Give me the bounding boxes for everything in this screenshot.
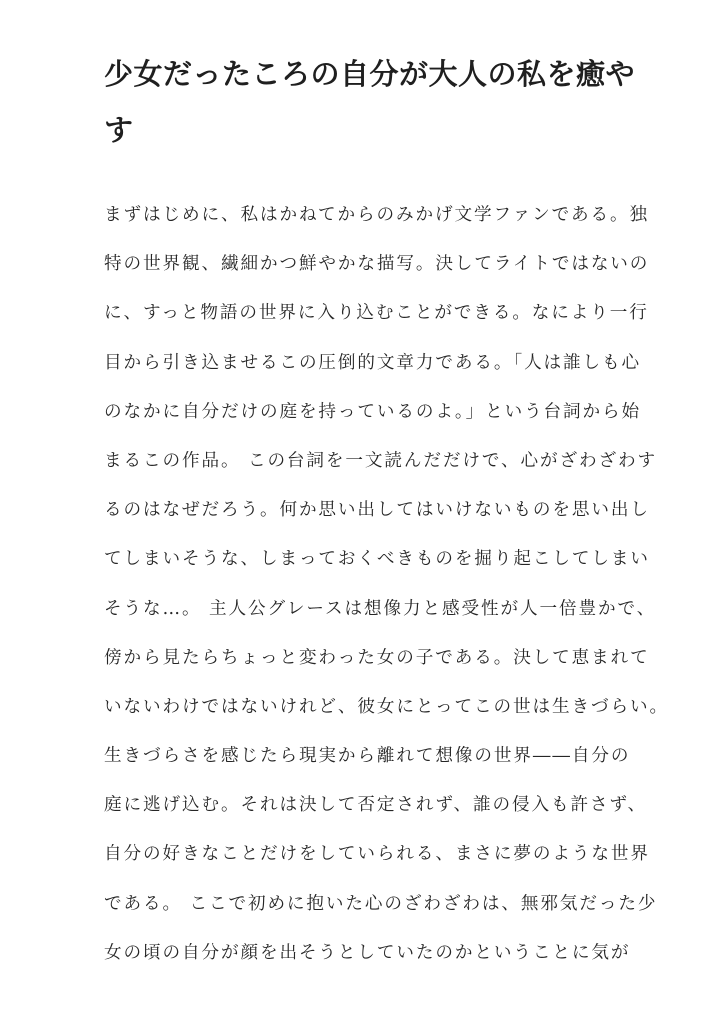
article-body	[104, 194, 669, 981]
body-line: 傍から見たらちょっと変わった女の子である。決して恵まれて	[104, 647, 650, 668]
body-line: いないわけではないけれど、彼女にとってこの世は生きづらい。	[104, 696, 669, 717]
body-line: そうな…。 主人公グレースは想像力と感受性が人一倍豊かで、	[104, 598, 657, 619]
body-line: まずはじめに、私はかねてからのみかげ文学ファンである。独	[104, 205, 650, 225]
article-title	[104, 46, 636, 158]
article-title-line: す	[104, 113, 134, 147]
body-line: のなかに自分だけの庭を持っているのよ。」という台詞から始	[104, 401, 642, 422]
body-line: 女の頃の自分が顔を出そうとしていたのかということに気が	[104, 942, 631, 963]
body-line: 庭に逃げ込む。それは決して否定されず、誰の侵入も許さず、	[104, 795, 648, 816]
article-title-line: 少女だったころの自分が大人の私を癒や	[104, 57, 636, 91]
body-line: に、すっと物語の世界に入り込むことができる。なにより一行	[104, 303, 649, 324]
body-line: まるこの作品。 この台詞を一文読んだだけで、心がざわざわす	[104, 450, 657, 471]
body-line: 目から引き込ませるこの圧倒的文章力である。「人は誰しも心	[104, 352, 642, 373]
body-line: 生きづらさを感じたら現実から離れて想像の世界――自分の	[104, 746, 631, 767]
body-line: てしまいそうな、しまっておくべきものを掘り起こしてしまい	[104, 549, 650, 570]
body-line: るのはなぜだろう。何か思い出してはいけないものを思い出し	[104, 500, 650, 521]
body-line: 特の世界観、繊細かつ鮮やかな描写。決してライトではないの	[104, 254, 650, 275]
body-line: 自分の好きなことだけをしていられる、まさに夢のような世界	[104, 844, 650, 865]
body-line: である。 ここで初めに抱いた心のざわざわは、無邪気だった少	[104, 893, 658, 914]
